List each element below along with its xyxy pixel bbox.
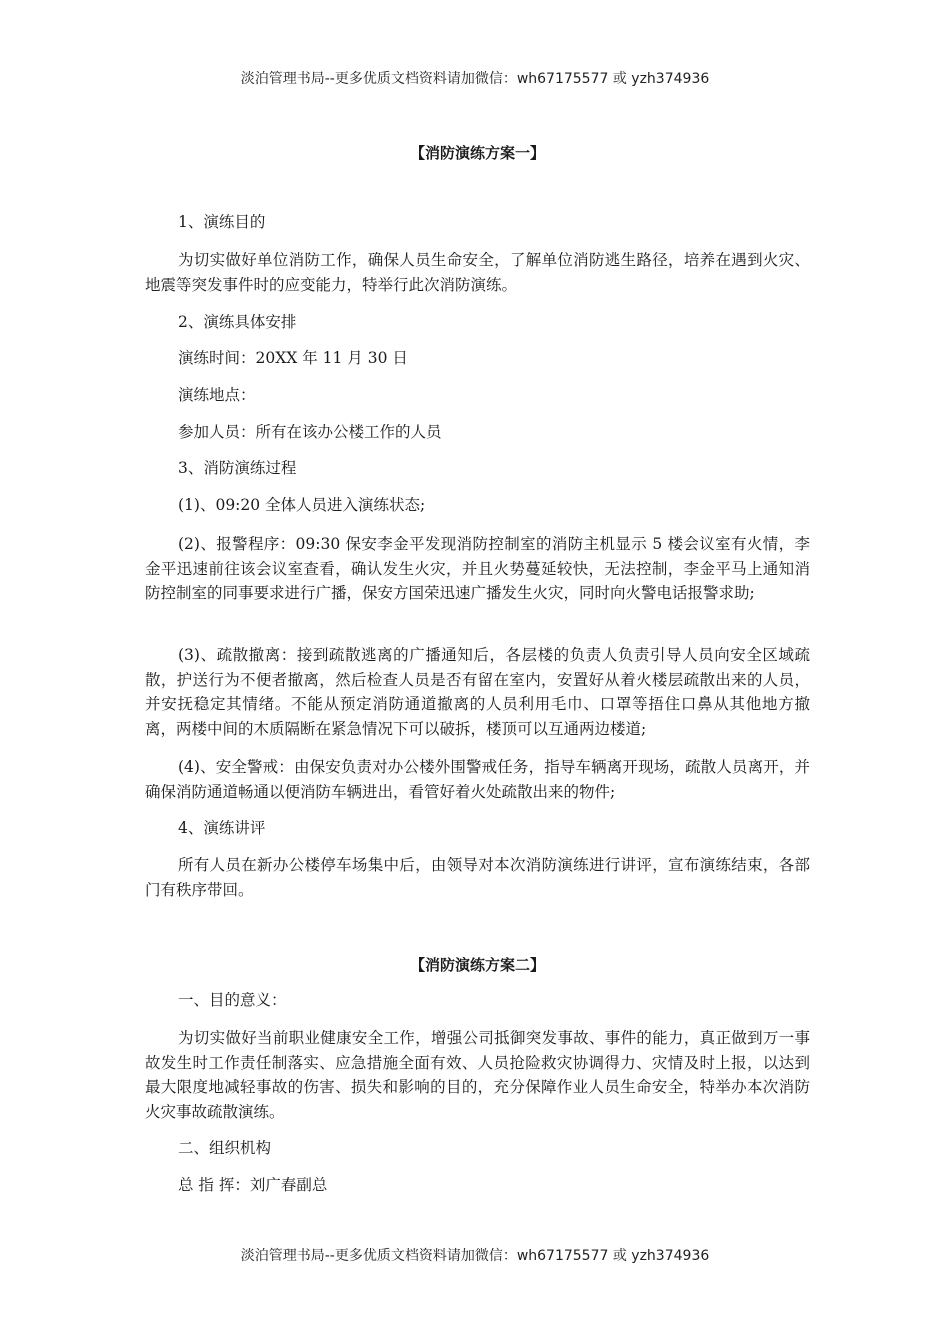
plan1-paragraph: 演练地点： [178, 386, 256, 404]
page-footer: 淡泊管理书局--更多优质文档资料请加微信：wh67175577 或 yzh374936 [240, 1248, 710, 1264]
plan1-paragraph: 演练时间：20XX 年 11 月 30 日 [178, 349, 408, 367]
plan1-paragraph: 参加人员：所有在该办公楼工作的人员 [178, 423, 442, 441]
plan1-heading-2: 2、演练具体安排 [178, 313, 297, 331]
plan1-paragraph: (2)、报警程序：09:30 保安李金平发现消防控制室的消防主机显示 5 楼会议室有火情，李金平迅速前往该会议室查看，确认发生火灾，并且火势蔓延较快，无法控制，李金平马上通知消防控制室的同事要求进行广播，保安方国荣迅速广播发生火灾，同时向火警电话报警求助; [145, 535, 810, 602]
plan1-heading-3: 3、消防演练过程 [178, 459, 297, 477]
plan1-paragraph: (1)、09:20 全体人员进入演练状态; [178, 496, 426, 514]
plan1-paragraph: 所有人员在新办公楼停车场集中后，由领导对本次消防演练进行讲评，宣布演练结束，各部门有秩序带回。 [145, 856, 810, 899]
plan1-paragraph: (4)、安全警戒：由保安负责对办公楼外围警戒任务，指导车辆离开现场，疏散人员离开，并确保消防通道畅通以便消防车辆进出，看管好着火处疏散出来的物件; [145, 758, 810, 801]
plan1-heading-4: 4、演练讲评 [178, 819, 266, 837]
plan2-title: 【消防演练方案二】 [409, 956, 545, 974]
plan2-paragraph: 总 指 挥：刘广春副总 [178, 1176, 328, 1194]
plan1-title: 【消防演练方案一】 [409, 144, 545, 162]
plan2-paragraph: 为切实做好当前职业健康安全工作，增强公司抵御突发事故、事件的能力，真正做到万一事故发生时工作责任制落实、应急措施全面有效、人员抢险救灾协调得力、灾情及时上报，以达到最大限度地减轻事故的伤害、损失和影响的目的，充分保障作业人员生命安全，特举办本次消防火灾事故疏散演练。 [145, 1029, 810, 1121]
plan1-heading-1: 1、演练目的 [178, 213, 266, 231]
plan1-paragraph: 为切实做好单位消防工作，确保人员生命安全，了解单位消防逃生路径，培养在遇到火灾、地震等突发事件时的应变能力，特举行此次消防演练。 [145, 251, 810, 294]
plan2-heading-1: 一、目的意义： [178, 991, 287, 1009]
plan2-heading-2: 二、组织机构 [178, 1139, 272, 1157]
plan1-paragraph: (3)、疏散撤离：接到疏散逃离的广播通知后，各层楼的负责人负责引导人员向安全区域疏散，护送行为不便者撤离，然后检查人员是否有留在室内，安置好从着火楼层疏散出来的人员，并安抚稳定其情绪。不能从预定消防通道撤离的人员利用毛巾、口罩等捂住口鼻从其他地方撤离，两楼中间的木质隔断在紧急情况下可以破拆，楼顶可以互通两边楼道; [145, 646, 810, 738]
page-header: 淡泊管理书局--更多优质文档资料请加微信：wh67175577 或 yzh374936 [240, 71, 710, 87]
